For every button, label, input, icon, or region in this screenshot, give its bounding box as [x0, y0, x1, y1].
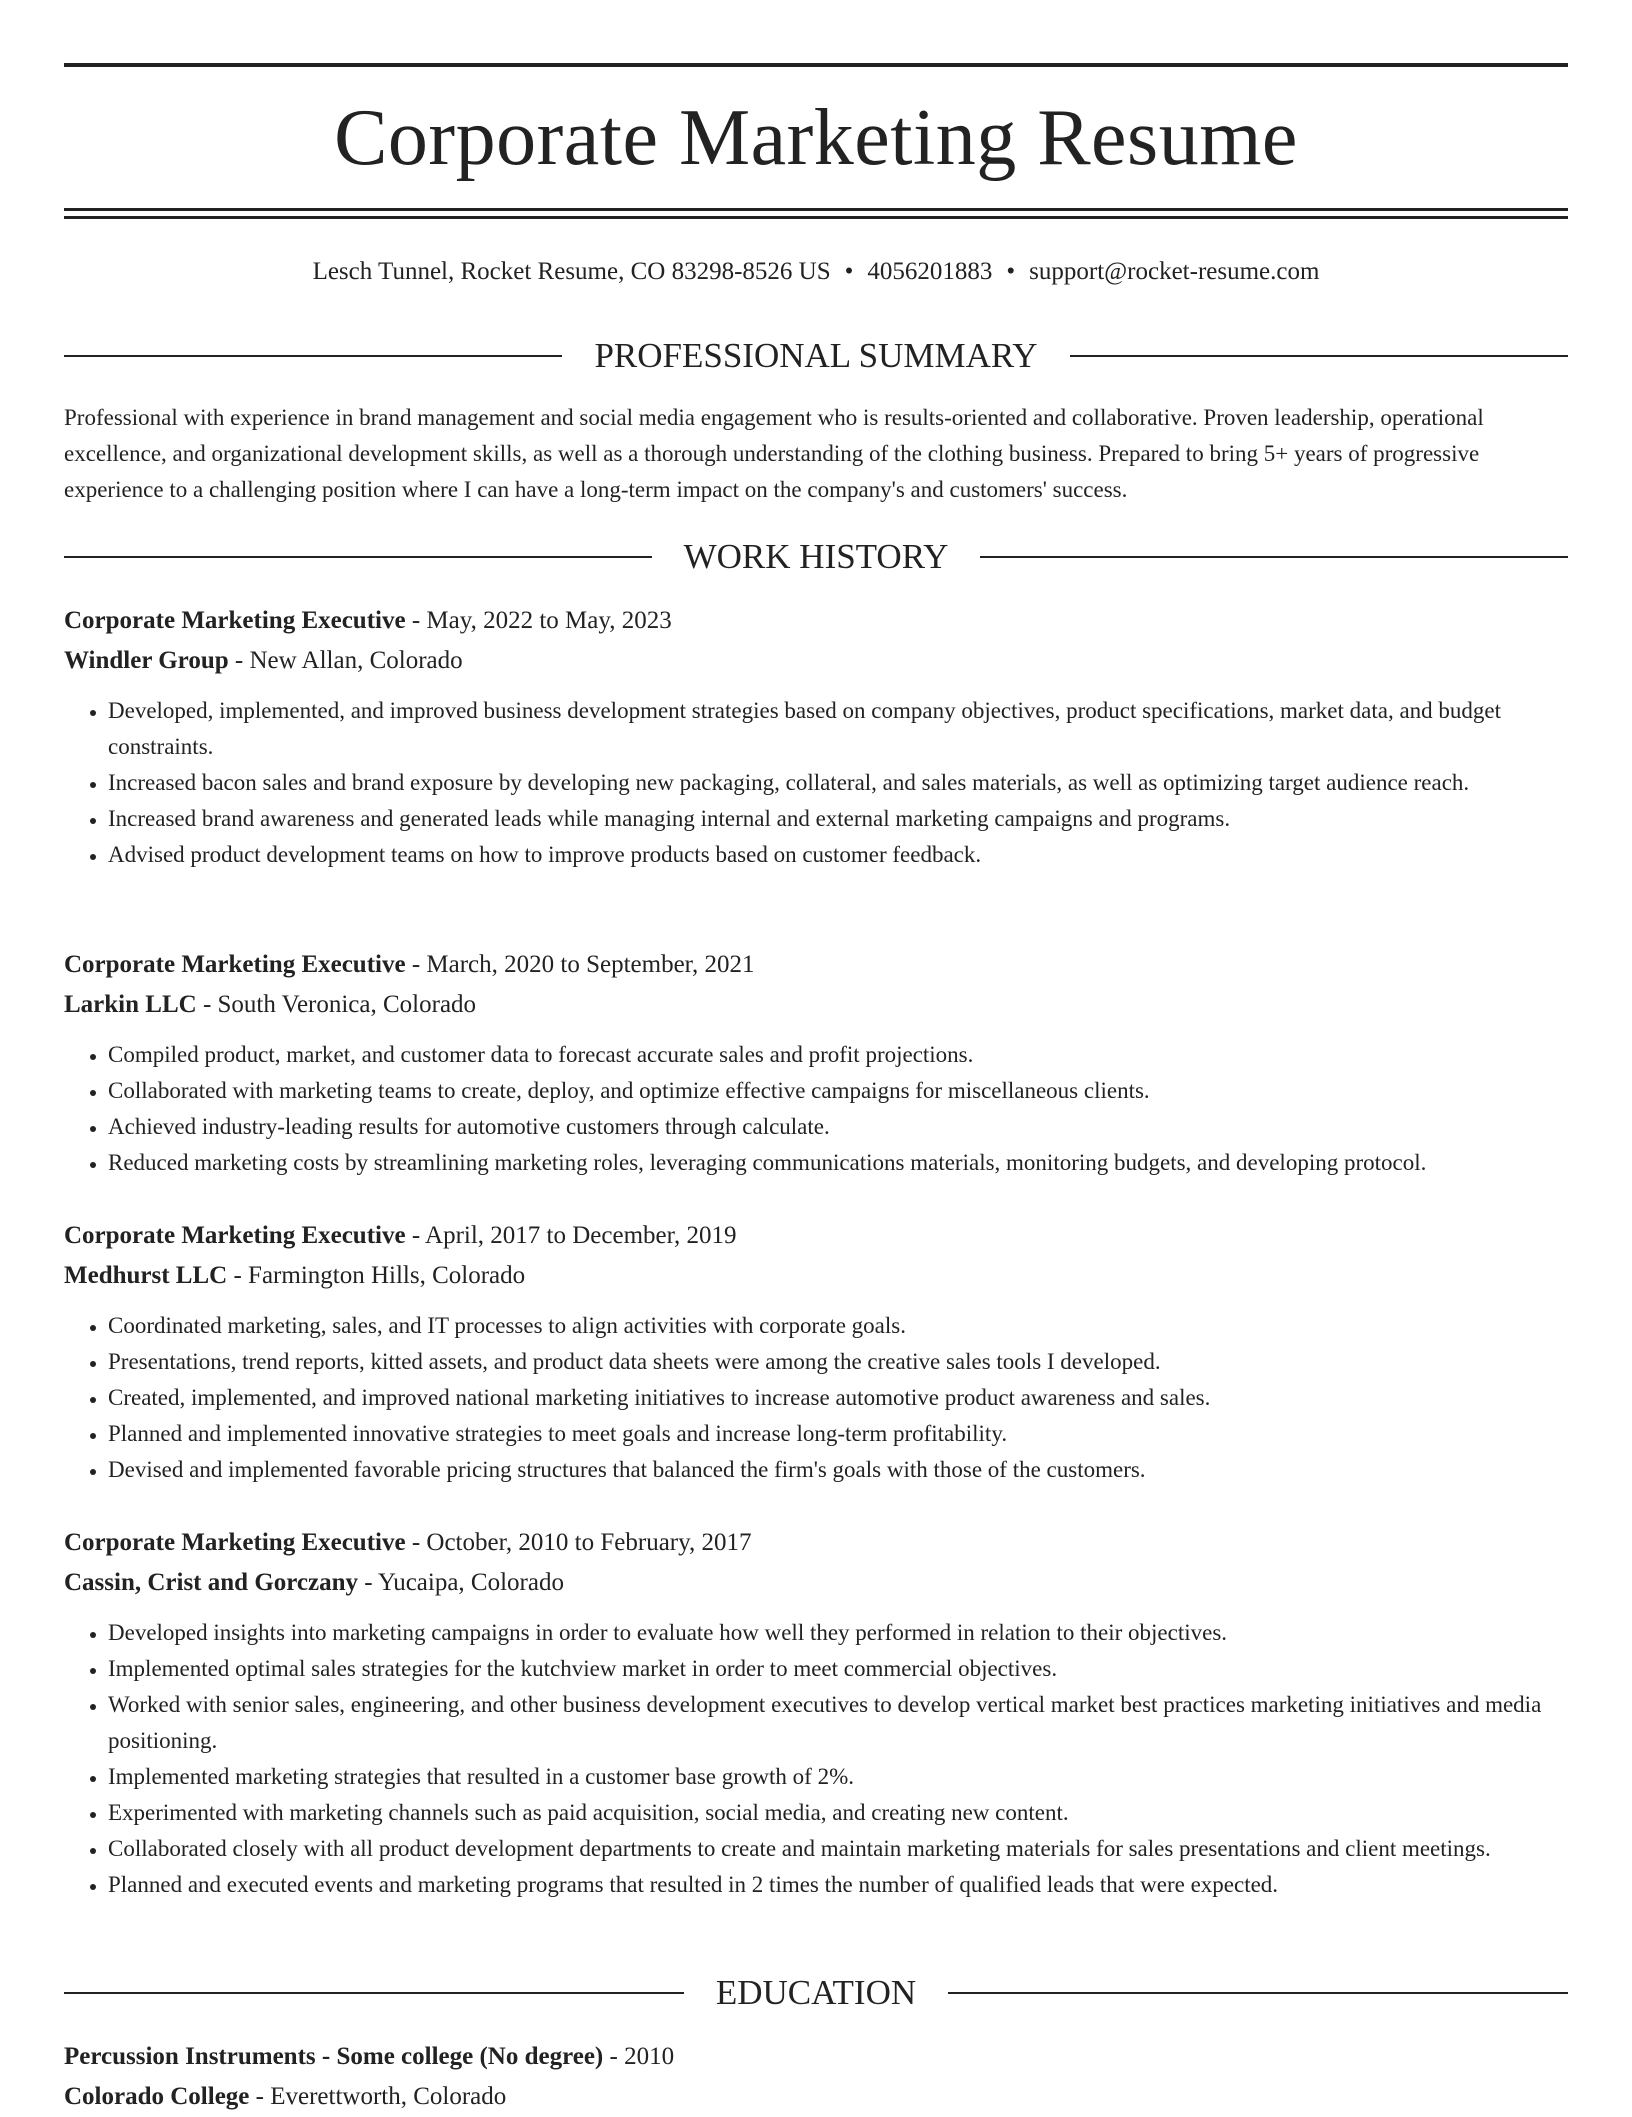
contact-line: [64, 255, 1568, 289]
header-top-rule: [64, 63, 1568, 67]
job-location: - New Allan, Colorado: [228, 647, 463, 674]
job-title-line: [64, 945, 1568, 985]
education-year: - 2010: [603, 2043, 675, 2070]
job-bullet: • Worked with senior sales, engineering, and other business development executives to develop vertical market best practices marketing initiatives and media positioning.: [108, 1687, 1568, 1759]
section-rule-left: [64, 1992, 684, 1994]
job-company-line: [64, 1563, 1568, 1603]
job-bullet: • Advised product development teams on how to improve products based on customer feedback.: [108, 837, 1568, 873]
job-bullet: • Planned and executed events and marketing programs that resulted in 2 times the number of qualified leads that were expected.: [108, 1867, 1568, 1903]
contact-separator: •: [1006, 258, 1016, 285]
job-bullet: • Increased brand awareness and generated leads while managing internal and external marketing campaigns and programs.: [108, 801, 1568, 837]
section-rule-right: [980, 556, 1568, 558]
job-bullet: • Experimented with marketing channels such as paid acquisition, social media, and creating new content.: [108, 1795, 1568, 1831]
job-company: Cassin, Crist and Gorczany: [64, 1569, 359, 1596]
job-bullet: • Implemented optimal sales strategies for the kutchview market in order to meet commercial objectives.: [108, 1651, 1568, 1687]
job-title: Corporate Marketing Executive: [64, 1529, 406, 1556]
section-heading-education: [64, 1971, 1568, 2015]
education-location: - Everettworth, Colorado: [249, 2083, 507, 2110]
job-bullet: • Developed insights into marketing campaigns in order to evaluate how well they performed in relation to their objectives.: [108, 1615, 1568, 1651]
job-title: Corporate Marketing Executive: [64, 607, 406, 634]
section-title: WORK HISTORY: [683, 537, 949, 576]
section-heading-summary: [64, 334, 1568, 378]
job-bullet: • Created, implemented, and improved national marketing initiatives to increase automotive product awareness and sales.: [108, 1380, 1568, 1416]
job-bullet: • Compiled product, market, and customer data to forecast accurate sales and profit projections.: [108, 1037, 1568, 1073]
education-entry: [64, 2037, 1568, 2117]
job-dates: - October, 2010 to February, 2017: [405, 1529, 752, 1556]
job-company: Windler Group: [64, 647, 229, 674]
job-bullet: • Devised and implemented favorable pricing structures that balanced the firm's goals with those of the customers.: [108, 1452, 1568, 1488]
job-company-line: [64, 641, 1568, 681]
resume-title: Corporate Marketing Resume: [334, 94, 1298, 182]
job-dates: - April, 2017 to December, 2019: [405, 1222, 737, 1249]
job-bullet: • Implemented marketing strategies that resulted in a customer base growth of 2%.: [108, 1759, 1568, 1795]
section-title: PROFESSIONAL SUMMARY: [594, 336, 1038, 375]
section-title: EDUCATION: [715, 1973, 917, 2012]
contact-address: Lesch Tunnel, Rocket Resume, CO 83298-8526 US: [312, 258, 831, 285]
section-rule-left: [64, 355, 562, 357]
job-bullet: • Presentations, trend reports, kitted assets, and product data sheets were among the creative sales tools I developed.: [108, 1344, 1568, 1380]
section-rule-right: [948, 1992, 1568, 1994]
job-company: Larkin LLC: [64, 991, 197, 1018]
header-double-rule-lower: [64, 216, 1568, 219]
contact-phone: 4056201883: [867, 258, 993, 285]
job-entry: [64, 601, 1568, 873]
job-title: Corporate Marketing Executive: [64, 951, 406, 978]
job-location: - Farmington Hills, Colorado: [227, 1262, 526, 1289]
job-bullet: • Increased bacon sales and brand exposure by developing new packaging, collateral, and sales materials, as well as optimizing target audience reach.: [108, 765, 1568, 801]
job-bullets: [64, 1308, 1568, 1488]
job-company-line: [64, 1256, 1568, 1296]
contact-email: support@rocket-resume.com: [1029, 258, 1320, 285]
education-school: Colorado College: [64, 2083, 250, 2110]
education-school-line: [64, 2077, 1568, 2117]
job-bullet: • Planned and implemented innovative strategies to meet goals and increase long-term profitability.: [108, 1416, 1568, 1452]
job-bullet: • Collaborated closely with all product development departments to create and maintain marketing materials for sales presentations and client meetings.: [108, 1831, 1568, 1867]
job-entry: [64, 1216, 1568, 1488]
job-entry: [64, 1523, 1568, 1903]
section-heading-work-history: [64, 535, 1568, 579]
job-title: Corporate Marketing Executive: [64, 1222, 406, 1249]
header-double-rule-upper: [64, 208, 1568, 211]
job-bullet: • Collaborated with marketing teams to create, deploy, and optimize effective campaigns for miscellaneous clients.: [108, 1073, 1568, 1109]
section-rule-right: [1070, 355, 1568, 357]
job-bullet: • Reduced marketing costs by streamlining marketing roles, leveraging communications materials, monitoring budgets, and developing protocol.: [108, 1145, 1568, 1181]
job-bullet: • Developed, implemented, and improved business development strategies based on company objectives, product specifications, market data, and budget constraints.: [108, 693, 1568, 765]
job-location: - Yucaipa, Colorado: [358, 1569, 564, 1596]
job-title-line: [64, 601, 1568, 641]
education-degree: Percussion Instruments - Some college (No degree): [64, 2043, 604, 2070]
section-rule-left: [64, 556, 652, 558]
contact-separator: •: [844, 258, 854, 285]
job-dates: - March, 2020 to September, 2021: [405, 951, 755, 978]
job-dates: - May, 2022 to May, 2023: [405, 607, 672, 634]
job-bullet: • Achieved industry-leading results for automotive customers through calculate.: [108, 1109, 1568, 1145]
job-company-line: [64, 985, 1568, 1025]
job-title-line: [64, 1216, 1568, 1256]
job-bullet: • Coordinated marketing, sales, and IT processes to align activities with corporate goals.: [108, 1308, 1568, 1344]
job-bullets: [64, 1615, 1568, 1903]
job-bullets: [64, 1037, 1568, 1181]
education-degree-line: [64, 2037, 1568, 2077]
job-title-line: [64, 1523, 1568, 1563]
job-entry: [64, 945, 1568, 1181]
professional-summary-text: Professional with experience in brand management and social media engagement who is results-oriented and collaborative. Proven leadership, operational excellence, and organizational development skills, as well as a thorough understanding of the clothing business. Prepared to bring 5+ years of progressive experience to a challenging position where I can have a long-term impact on the company's and customers' success.: [64, 405, 1484, 502]
job-location: - South Veronica, Colorado: [196, 991, 477, 1018]
job-company: Medhurst LLC: [64, 1262, 228, 1289]
job-bullets: [64, 693, 1568, 873]
